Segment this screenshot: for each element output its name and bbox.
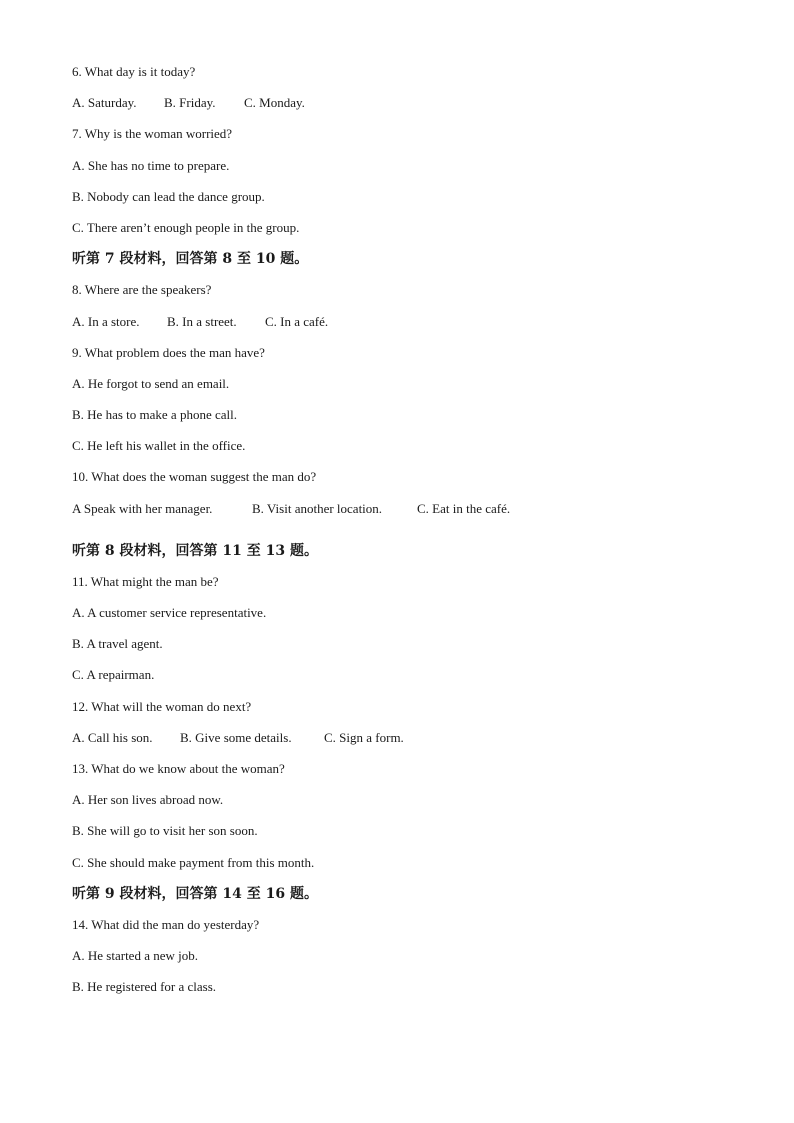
options-10 xyxy=(72,499,732,519)
option-6a: A. Saturday. xyxy=(72,95,137,111)
question-7: 7. Why is the woman worried? xyxy=(72,126,233,142)
option-13b: B. She will go to visit her son soon. xyxy=(72,823,258,839)
option-11a: A. A customer service representative. xyxy=(72,605,267,620)
option-13a: A. Her son lives abroad now. xyxy=(72,792,224,808)
option-10b: B. Visit another location. xyxy=(252,500,383,516)
question-10: 10. What does the woman suggest the man do? xyxy=(72,469,317,485)
option-14b: B. He registered for a class. xyxy=(72,979,217,995)
option-10a: A Speak with her manager. xyxy=(72,500,213,516)
option-7c: C. There aren’t enough people in the group. xyxy=(72,219,300,235)
option-11c: C. A repairman. xyxy=(72,667,155,683)
section-heading-7: 听第 7 段材料，回答第 8 至 10 题。 xyxy=(72,251,309,268)
option-14a: A. He started a new job. xyxy=(72,948,198,964)
section-heading-8: 听第 8 段材料，回答第 11 至 13 题。 xyxy=(72,542,318,559)
option-6c: C. Monday. xyxy=(244,95,305,111)
option-9b: B. He has to make a phone call. xyxy=(72,407,237,423)
option-8c: C. In a café. xyxy=(265,313,329,329)
option-7b: B. Nobody can lead the dance group. xyxy=(72,188,265,204)
option-12a: A. Call his son. xyxy=(72,729,153,745)
document-page xyxy=(72,62,732,1008)
options-8 xyxy=(72,312,732,332)
question-13: 13. What do we know about the woman? xyxy=(72,760,285,776)
question-12: 12. What will the woman do next? xyxy=(72,698,252,714)
section-heading-9: 听第 9 段材料，回答第 14 至 16 题。 xyxy=(72,885,318,902)
option-6b: B. Friday. xyxy=(164,95,216,111)
option-9a: A. He forgot to send an email. xyxy=(72,375,230,391)
question-6: 6. What day is it today? xyxy=(72,64,196,79)
option-10c: C. Eat in the café. xyxy=(417,500,511,516)
option-12b: B. Give some details. xyxy=(180,729,292,745)
question-9: 9. What problem does the man have? xyxy=(72,344,265,360)
option-13c: C. She should make payment from this month. xyxy=(72,854,315,870)
option-11b: B. A travel agent. xyxy=(72,636,163,652)
option-12c: C. Sign a form. xyxy=(324,729,404,745)
question-14: 14. What did the man do yesterday? xyxy=(72,916,260,932)
option-9c: C. He left his wallet in the office. xyxy=(72,438,246,454)
option-8b: B. In a street. xyxy=(167,313,237,329)
options-6 xyxy=(72,93,732,113)
question-11: 11. What might the man be? xyxy=(72,573,219,589)
question-8: 8. Where are the speakers? xyxy=(72,282,212,298)
option-8a: A. In a store. xyxy=(72,313,140,329)
options-12 xyxy=(72,728,732,748)
option-7a: A. She has no time to prepare. xyxy=(72,157,230,173)
